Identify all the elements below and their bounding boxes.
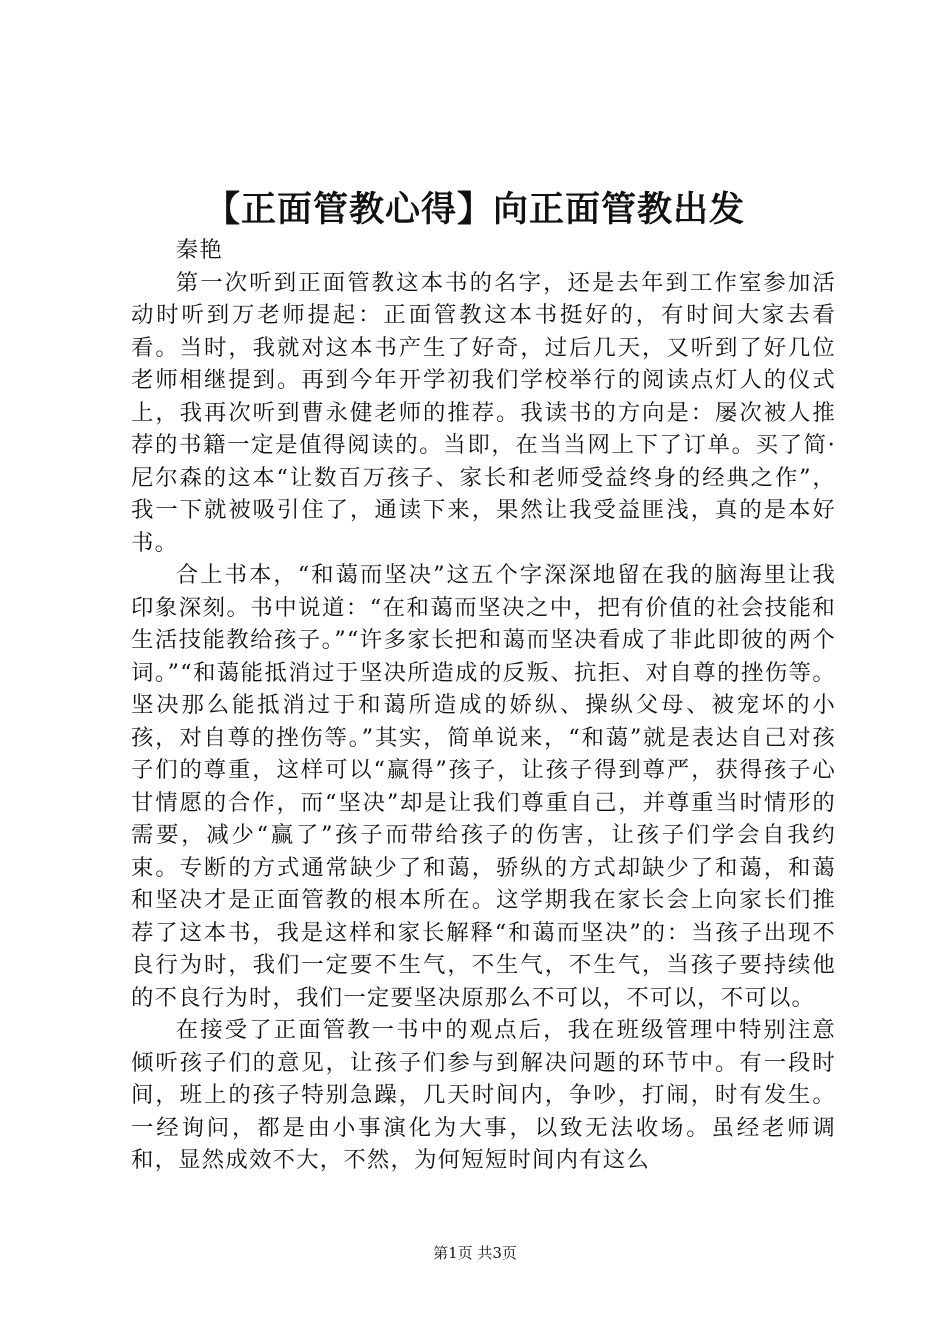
paragraph-1: 第一次听到正面管教这本书的名字，还是去年到工作室参加活动时听到万老师提起：正面管教这本书挺好的，有时间大家去看看。当时，我就对这本书产生了好奇，过后几天，又听到了好几位老师相继提到。再到今年开学初我们学校举行的阅读点灯人的仪式上，我再次听到曹永健老师的推荐。我读书的方向是：屡次被人推荐的书籍一定是值得阅读的。当即，在当当网上下了订单。买了简·尼尔森的这本“让数百万孩子、家长和老师受益终身的经典之作”，我一下就被吸引住了，通读下来，果然让我受益匪浅，真的是本好书。 bbox=[131, 269, 836, 556]
document-title: 【正面管教心得】向正面管教出发 bbox=[204, 189, 745, 230]
author-name: 秦艳 bbox=[175, 237, 223, 263]
paragraph-3: 在接受了正面管教一书中的观点后，我在班级管理中特别注意倾听孩子们的意见，让孩子们参与到解决问题的环节中。有一段时间，班上的孩子特别急躁，几天时间内，争吵，打闹，时有发生。一经询问，都是由小事演化为大事，以致无法收场。虽经老师调和，显然成效不大，不然，为何短短时间内有这么 bbox=[131, 1017, 836, 1173]
paragraph-2: 合上书本，“和蔼而坚决”这五个字深深地留在我的脑海里让我印象深刻。书中说道：“在和蔼而坚决之中，把有价值的社会技能和生活技能教给孩子。”“许多家长把和蔼而坚决看成了非此即彼的两个词。”“和蔼能抵消过于坚决所造成的反叛、抗拒、对自尊的挫伤等。坚决那么能抵消过于和蔼所造成的娇纵、操纵父母、被宠坏的小孩，对自尊的挫伤等。”其实，简单说来，“和蔼”就是表达自己对孩子们的尊重，这样可以“赢得”孩子，让孩子得到尊严，获得孩子心甘情愿的合作，而“坚决”却是让我们尊重自己，并尊重当时情形的需要，减少“赢了”孩子而带给孩子的伤害，让孩子们学会自我约束。专断的方式通常缺少了和蔼，骄纵的方式却缺少了和蔼，和蔼和坚决才是正面管教的根本所在。这学期我在家长会上向家长们推荐了这本书，我是这样和家长解释“和蔼而坚决”的：当孩子出现不良行为时，我们一定要不生气，不生气，不生气，当孩子要持续他的不良行为时，我们一定要坚决原那么不可以，不可以，不可以。 bbox=[131, 562, 836, 1011]
page-footer: 第1页 共3页 bbox=[433, 1244, 517, 1262]
document-body bbox=[131, 234, 836, 1177]
